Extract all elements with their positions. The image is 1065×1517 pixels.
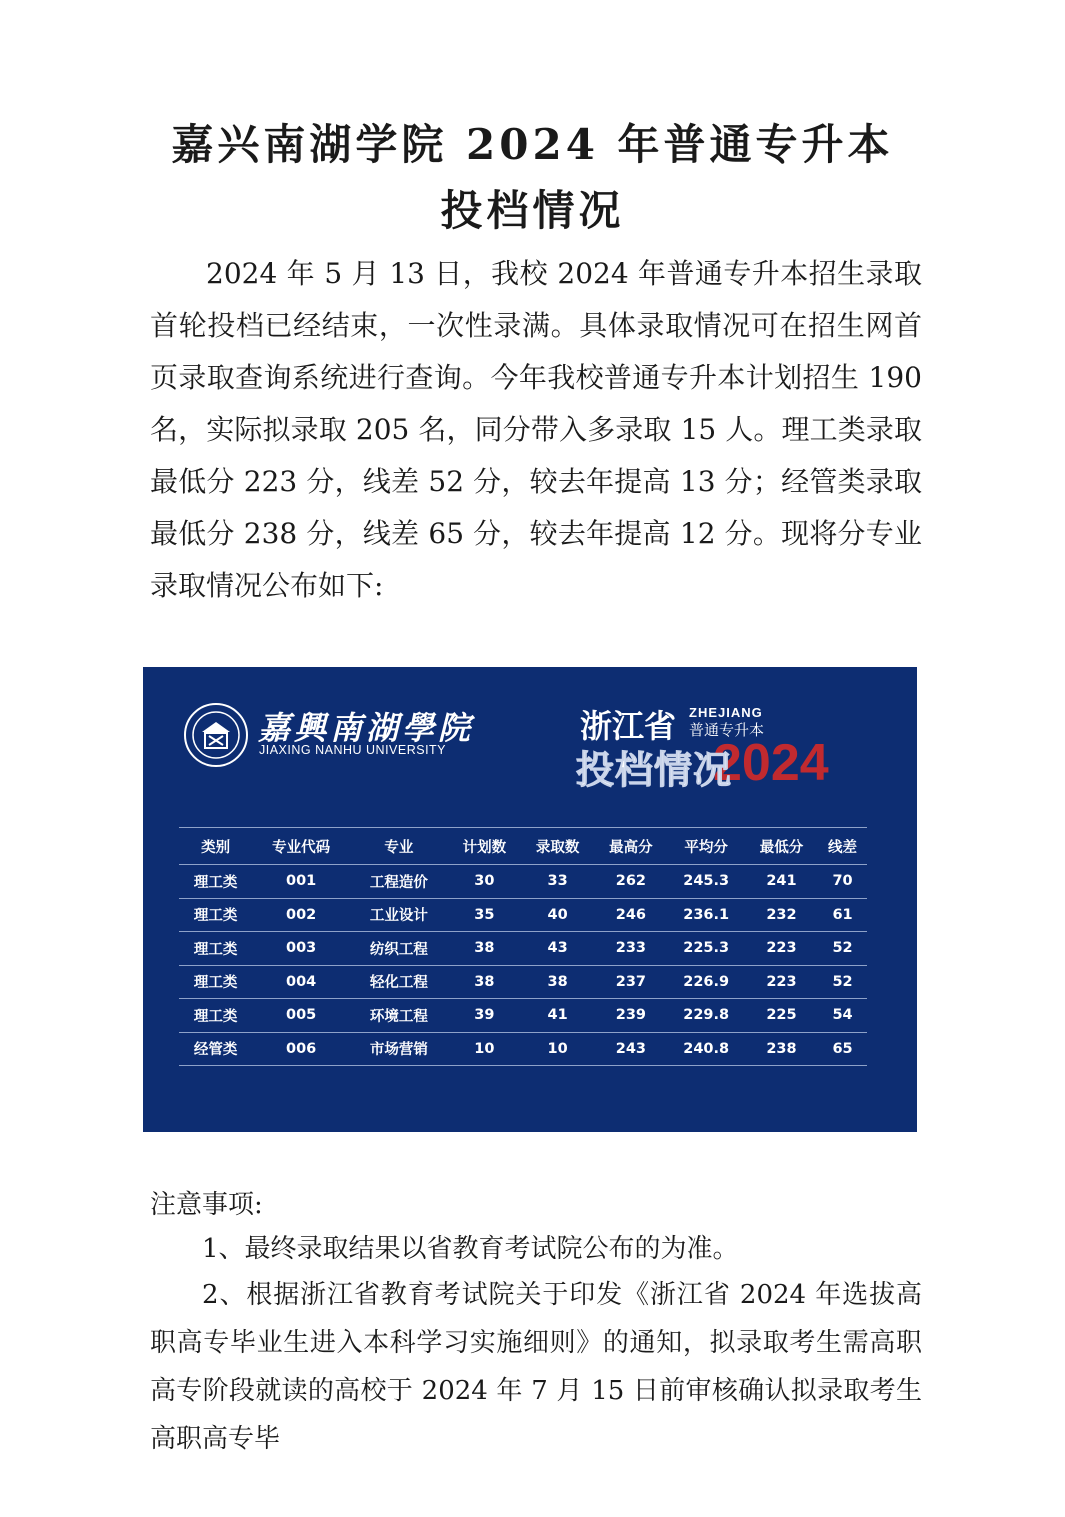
col-header: 最高分 (594, 828, 667, 865)
admission-table (179, 827, 867, 1066)
table-cell: 38 (448, 965, 521, 999)
table-cell: 232 (745, 898, 818, 932)
table-cell: 61 (818, 898, 867, 932)
table-cell: 262 (594, 865, 667, 899)
table-row (179, 865, 867, 899)
banner-heading: 投档情况 (576, 748, 733, 792)
table-cell: 理工类 (179, 965, 252, 999)
table-cell: 35 (448, 898, 521, 932)
school-name-cn: 嘉興南湖學院 (258, 709, 475, 747)
table-cell: 38 (521, 965, 594, 999)
table-cell: 理工类 (179, 898, 252, 932)
table-cell: 65 (818, 1032, 867, 1066)
table-row (179, 1032, 867, 1066)
page-subtitle: 投档情况 (440, 186, 625, 235)
table-cell: 38 (448, 932, 521, 966)
table-cell: 223 (745, 932, 818, 966)
table-cell: 理工类 (179, 865, 252, 899)
admission-banner (143, 667, 917, 1132)
table-cell: 33 (521, 865, 594, 899)
table-cell: 轻化工程 (350, 965, 448, 999)
col-header: 线差 (818, 828, 867, 865)
table-cell: 225 (745, 999, 818, 1033)
table-cell: 006 (252, 1032, 350, 1066)
university-seal-icon (183, 702, 249, 768)
table-cell: 241 (745, 865, 818, 899)
note-item: 1、最终录取结果以省教育考试院公布的为准。 (202, 1234, 739, 1264)
table-cell: 40 (521, 898, 594, 932)
table-cell: 10 (521, 1032, 594, 1066)
school-name-en: JIAXING NANHU UNIVERSITY (259, 743, 447, 757)
table-cell: 70 (818, 865, 867, 899)
intro-paragraph: 2024 年 5 月 13 日，我校 2024 年普通专升本招生录取首轮投档已经结束，一次性录满。具体录取情况可在招生网首页录取查询系统进行查询。今年我校普通专升本计划招生 190 名，实际拟录取 205 名，同分带入多录取 15 人。理工类录取最低分 223 分，线差 52 分，较去年提高 13 分；经管类录取最低分 238 分，线差 65 分，较去年提高 12 分。现将分专业录取情况公布如下: (150, 257, 922, 602)
col-header: 计划数 (448, 828, 521, 865)
table-cell: 市场营销 (350, 1032, 448, 1066)
table-cell: 52 (818, 932, 867, 966)
table-cell: 环境工程 (350, 999, 448, 1033)
table-cell: 经管类 (179, 1032, 252, 1066)
table-cell: 239 (594, 999, 667, 1033)
table-cell: 245.3 (668, 865, 745, 899)
table-row (179, 965, 867, 999)
col-header: 专业代码 (252, 828, 350, 865)
table-row (179, 999, 867, 1033)
table-cell: 238 (745, 1032, 818, 1066)
table-cell: 工程造价 (350, 865, 448, 899)
table-cell: 003 (252, 932, 350, 966)
table-cell: 004 (252, 965, 350, 999)
table-cell: 41 (521, 999, 594, 1033)
year-label: 2024 (713, 734, 829, 792)
table-header-row (179, 828, 867, 865)
page-title: 嘉兴南湖学院 2024 年普通专升本 (171, 120, 894, 169)
table-cell: 236.1 (668, 898, 745, 932)
table-cell: 226.9 (668, 965, 745, 999)
table-cell: 52 (818, 965, 867, 999)
table-cell: 237 (594, 965, 667, 999)
table-cell: 理工类 (179, 999, 252, 1033)
program-label: 普通专升本 (689, 721, 765, 739)
table-cell: 246 (594, 898, 667, 932)
table-cell: 005 (252, 999, 350, 1033)
table-cell: 240.8 (668, 1032, 745, 1066)
note-item: 2、根据浙江省教育考试院关于印发《浙江省 2024 年选拔高职高专毕业生进入本科学习实施细则》的通知，拟录取考生需高职高专阶段就读的高校于 2024 年 7 月 15 日前审核确认拟录取考生高职高专毕 (150, 1280, 922, 1454)
table-row (179, 932, 867, 966)
province-en-label: ZHEJIANG (689, 705, 763, 720)
col-header: 平均分 (668, 828, 745, 865)
col-header: 录取数 (521, 828, 594, 865)
table-cell: 工业设计 (350, 898, 448, 932)
table-cell: 54 (818, 999, 867, 1033)
table-cell: 10 (448, 1032, 521, 1066)
col-header: 最低分 (745, 828, 818, 865)
table-cell: 243 (594, 1032, 667, 1066)
table-cell: 225.3 (668, 932, 745, 966)
table-row (179, 898, 867, 932)
notes-heading: 注意事项: (150, 1190, 263, 1220)
province-label: 浙江省 (580, 707, 677, 745)
table-cell: 纺织工程 (350, 932, 448, 966)
col-header: 专业 (350, 828, 448, 865)
table-cell: 002 (252, 898, 350, 932)
table-cell: 理工类 (179, 932, 252, 966)
table-cell: 223 (745, 965, 818, 999)
table-cell: 233 (594, 932, 667, 966)
table-cell: 30 (448, 865, 521, 899)
table-cell: 229.8 (668, 999, 745, 1033)
col-header: 类别 (179, 828, 252, 865)
table-cell: 001 (252, 865, 350, 899)
table-cell: 43 (521, 932, 594, 966)
table-cell: 39 (448, 999, 521, 1033)
